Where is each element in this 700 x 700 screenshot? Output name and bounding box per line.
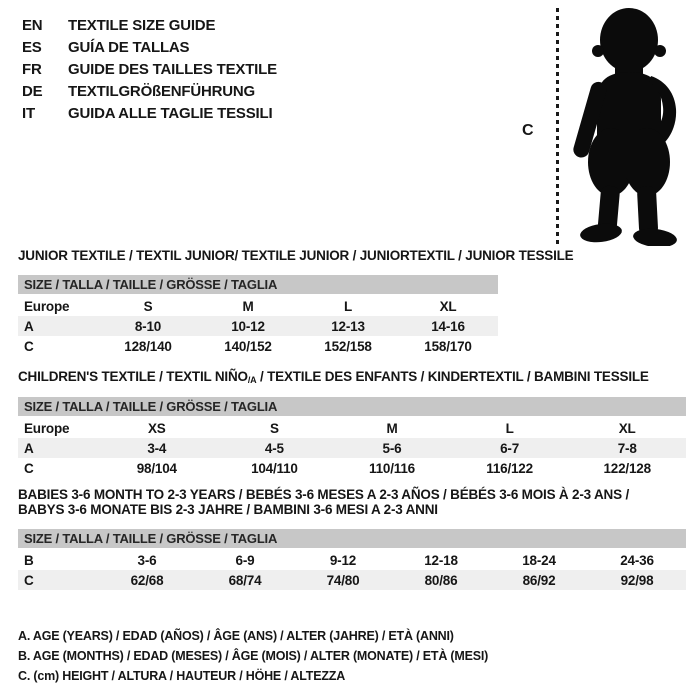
toddler-silhouette-icon — [565, 4, 697, 246]
cell-value: 110/116 — [369, 460, 415, 476]
table-header-row — [18, 418, 686, 438]
row-label: A — [24, 318, 34, 334]
lang-row-it — [22, 102, 277, 124]
lang-code: EN — [22, 16, 43, 34]
col-header: L — [343, 298, 353, 314]
cell-value: 158/170 — [424, 338, 472, 354]
section-junior-textile — [18, 248, 573, 356]
table-row — [18, 570, 686, 590]
legend-line-a: A. AGE (YEARS) / EDAD (AÑOS) / ÂGE (ANS) / ALTER (JAHRE) / ETÀ (ANNI) — [18, 629, 454, 643]
cell-value: 14-16 — [431, 318, 465, 334]
table-row — [18, 316, 498, 336]
lang-code: DE — [22, 82, 43, 100]
size-header-bar: SIZE / TALLA / TAILLE / GRÖSSE / TAGLIA — [18, 529, 686, 548]
section-babies-textile — [18, 487, 686, 590]
cell-value: 128/140 — [124, 338, 172, 354]
cell-value: 104/110 — [251, 460, 298, 476]
language-header — [22, 14, 277, 124]
lang-label: TEXTILE SIZE GUIDE — [68, 16, 216, 34]
row-label: C — [24, 460, 34, 476]
height-measure-dotted-line — [556, 8, 559, 246]
col-header: M — [242, 298, 254, 314]
section-title — [18, 369, 686, 385]
lang-label: GUIDE DES TAILLES TEXTILE — [68, 60, 277, 78]
cell-value: 116/122 — [486, 460, 533, 476]
cell-value: 12-18 — [424, 552, 458, 568]
lang-row-fr — [22, 58, 277, 80]
cell-value: 140/152 — [224, 338, 272, 354]
cell-value: 74/80 — [326, 572, 360, 588]
size-header-bar: SIZE / TALLA / TAILLE / GRÖSSE / TAGLIA — [18, 275, 498, 294]
lang-row-es — [22, 36, 277, 58]
cell-value: 92/98 — [620, 572, 654, 588]
table-header-row — [18, 296, 498, 316]
cell-value: 3-6 — [137, 552, 157, 568]
lang-label: GUIDA ALLE TAGLIE TESSILI — [68, 104, 273, 122]
cell-value: 6-7 — [500, 440, 520, 456]
cell-value: 9-12 — [329, 552, 357, 568]
title-subscript: /A — [247, 375, 257, 385]
col-header: M — [386, 420, 398, 436]
cell-value: 122/128 — [603, 460, 651, 476]
table-row — [18, 438, 686, 458]
size-figure — [505, 0, 700, 250]
height-measure-label: C — [522, 122, 534, 139]
cell-value: 152/158 — [324, 338, 372, 354]
cell-value: 10-12 — [231, 318, 265, 334]
cell-value: 80/86 — [424, 572, 458, 588]
cell-value: 98/104 — [136, 460, 177, 476]
row-label: B — [24, 552, 34, 568]
title-prefix: CHILDREN'S TEXTILE / TEXTIL NIÑO — [18, 369, 248, 384]
section-childrens-textile — [18, 369, 686, 478]
cell-value: 18-24 — [522, 552, 556, 568]
lang-label: TEXTILGRÖßENFÜHRUNG — [68, 82, 256, 100]
cell-value: 8-10 — [134, 318, 162, 334]
cell-value: 4-5 — [264, 440, 284, 456]
row-label: C — [24, 572, 34, 588]
table-row — [18, 336, 498, 356]
section-title: JUNIOR TEXTILE / TEXTIL JUNIOR/ TEXTILE JUNIOR / JUNIORTEXTIL / JUNIOR TESSILE — [18, 248, 574, 263]
cell-value: 68/74 — [228, 572, 262, 588]
cell-value: 7-8 — [617, 440, 637, 456]
size-header-bar: SIZE / TALLA / TAILLE / GRÖSSE / TAGLIA — [18, 397, 686, 416]
cell-value: 24-36 — [620, 552, 654, 568]
table-row — [18, 550, 686, 570]
col-header: XL — [618, 420, 636, 436]
section-title-line1: BABIES 3-6 MONTH TO 2-3 YEARS / BEBÉS 3-6 MESES A 2-3 AÑOS / BÉBÉS 3-6 MOIS À 2-3 ANS / — [18, 487, 629, 502]
cell-value: 62/68 — [130, 572, 164, 588]
row-label: C — [24, 338, 34, 354]
legend-line-b: B. AGE (MONTHS) / EDAD (MESES) / ÂGE (MOIS) / ALTER (MONATE) / ETÀ (MESI) — [18, 649, 489, 663]
table-row — [18, 458, 686, 478]
col-header: Europe — [24, 298, 70, 314]
legend-line-c: C. (cm) HEIGHT / ALTURA / HAUTEUR / HÖHE / ALTEZZA — [18, 669, 346, 683]
cell-value: 12-13 — [331, 318, 365, 334]
col-header: L — [505, 420, 514, 436]
cell-value: 6-9 — [235, 552, 255, 568]
cell-value: 86/92 — [522, 572, 556, 588]
lang-row-en — [22, 14, 277, 36]
col-header: Europe — [24, 420, 70, 436]
section-title-line2: BABYS 3-6 MONATE BIS 2-3 JAHRE / BAMBINI 3-6 MESI A 2-3 ANNI — [18, 502, 438, 517]
lang-code: IT — [22, 104, 35, 122]
lang-label: GUÍA DE TALLAS — [68, 38, 190, 56]
lang-code: FR — [22, 60, 42, 78]
title-suffix: / TEXTILE DES ENFANTS / KINDERTEXTIL / BAMBINI TESSILE — [256, 369, 649, 384]
lang-code: ES — [22, 38, 42, 56]
col-header: S — [269, 420, 279, 436]
cell-value: 3-4 — [147, 440, 167, 456]
col-header: XL — [439, 298, 457, 314]
col-header: XS — [147, 420, 166, 436]
col-header: S — [143, 298, 153, 314]
legend — [18, 626, 488, 686]
row-label: A — [24, 440, 34, 456]
cell-value: 5-6 — [382, 440, 402, 456]
lang-row-de — [22, 80, 277, 102]
